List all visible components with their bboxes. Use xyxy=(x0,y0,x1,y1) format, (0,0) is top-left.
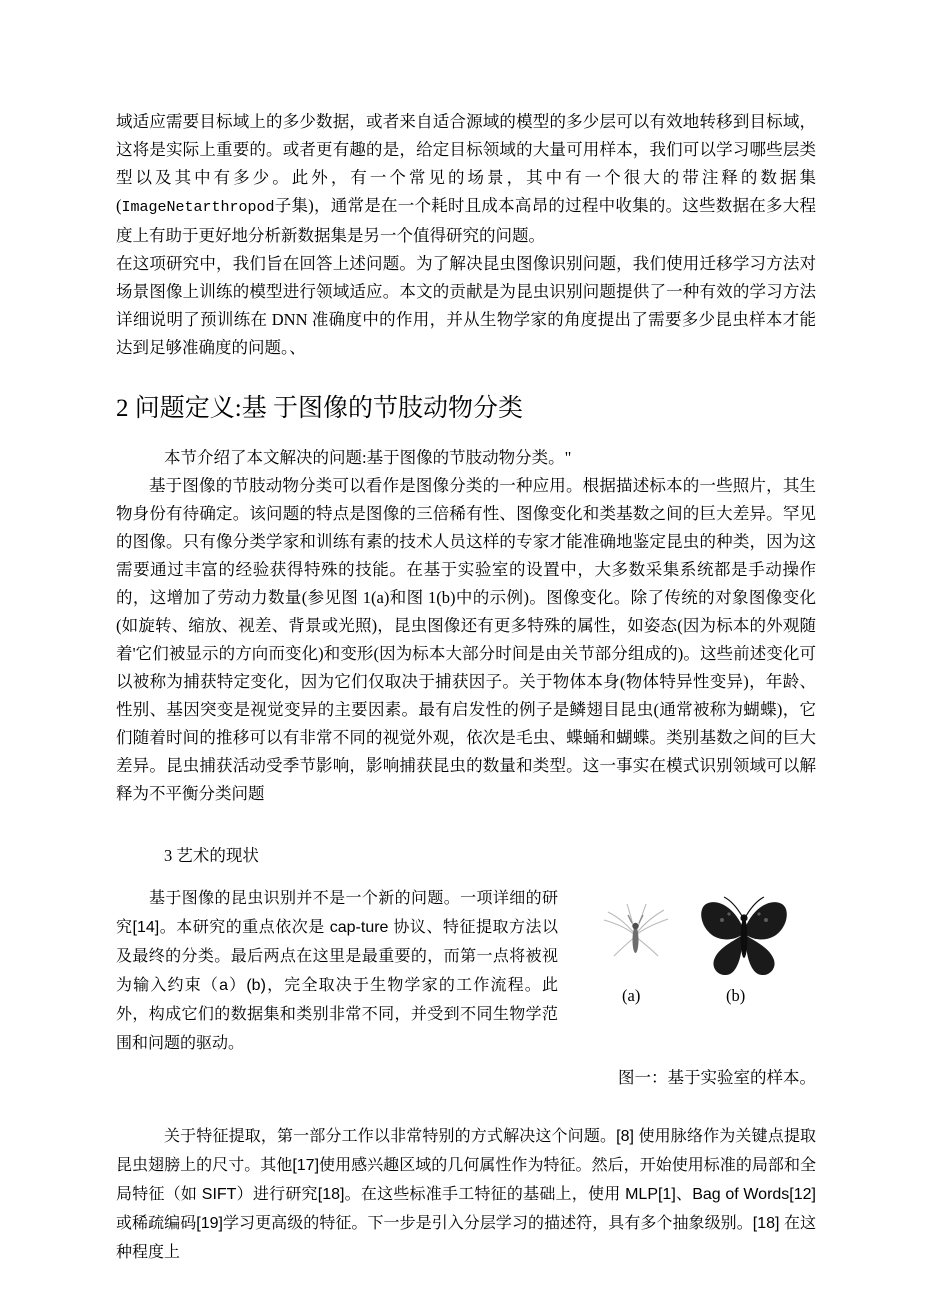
figure-label-b: (b) xyxy=(726,986,746,1005)
figure-1-images xyxy=(576,890,816,986)
dataset-name: ImageNetarthropod xyxy=(121,199,275,216)
paragraph-1-text-part1: 域适应需要目标域上的多少数据，或者来自适合源域的模型的多少层可以有效地转移到目标域，这将是实际上重要的。或者更有趣的是，给定目标领域的大量可用样本，我们可以学习哪些层类型以及其中有多少。此外，有一个常见的场景，其中有一个很大的带注释的数据集( xyxy=(116,112,816,215)
document-content xyxy=(116,108,816,1267)
section-heading-2: 2 问题定义:基 于图像的节肢动物分类 xyxy=(116,395,523,422)
butterfly-specimen-b-image xyxy=(696,890,792,982)
paragraph-5: 基于图像的昆虫识别并不是一个新的问题。一项详细的研究[14]。本研究的重点依次是 cap-ture 协议、特征提取方法以及最终的分类。最后两点在这里是最重要的，而第一点将被视为输入约束（a）(b)，完全取决于生物学家的工作流程。此外，构成它们的数据集和类别非常不同，并受到不同生物学范围和问题的驱动。 xyxy=(116,890,558,1052)
paragraph-4: 基于图像的节肢动物分类可以看作是图像分类的一种应用。根据描述标本的一些照片，其生物身份有待确定。该问题的特点是图像的三倍稀有性、图像变化和类基数之间的巨大差异。罕见的图像。只有像分类学家和训练有素的技术人员这样的专家才能准确地鉴定昆虫的种类，因为这需要通过丰富的经验获得特殊的技能。在基于实验室的设置中，大多数采集系统都是手动操作的，这增加了劳动力数量(参见图 1(a)和图 1(b)中的示例)。图像变化。除了传统的对象图像变化(如旋转、缩放、视差、背景或光照)，昆虫图像还有更多特殊的属性，如姿态(因为标本的外观随着'它们被显示的方向而变化)和变形(因为标本大部分时间是由关节部分组成的)。这些前述变化可以被称为捕获特定变化，因为它们仅取决于捕获因子。关于物体本身(物体特异性变异)，年龄、性别、基因突变是视觉变异的主要因素。最有启发性的例子是鳞翅目昆虫(通常被称为蝴蝶)，它们随着时间的推移可以有非常不同的视觉外观，依次是毛虫、蝶蛹和蝴蝶。类别基数之间的巨大差异。昆虫捕获活动受季节影响，影响捕获昆虫的数量和类型。这一事实在模式识别领域可以解释为不平衡分类问题 xyxy=(116,476,816,803)
spacer xyxy=(116,1096,816,1122)
paragraph-1-text-part2: 子集)，通常是在一个耗时且成本高昂的过程中收集的。这些数据在多大程度上有助于更好地分析新数据集是另一个值得研究的问题。 xyxy=(116,196,816,245)
figure-1 xyxy=(576,890,816,1092)
spacer xyxy=(116,870,816,884)
figure-1-caption: 图一：基于实验室的样本。 xyxy=(618,1068,816,1087)
paragraph-2: 在这项研究中，我们旨在回答上述问题。为了解决昆虫图像识别问题，我们使用迁移学习方法对场景图像上训练的模型进行领域适应。本文的贡献是为昆虫识别问题提供了一种有效的学习方法详细说明了预训练在 DNN 准确度中的作用，并从生物学家的角度提出了需要多少昆虫样本才能达到足够准确度的问题。、 xyxy=(116,254,816,357)
figure-1-labels xyxy=(576,986,816,1012)
figure-text-wrap xyxy=(116,884,816,1096)
figure-label-a: (a) xyxy=(622,986,641,1005)
insect-specimen-a-image xyxy=(594,896,678,972)
spacer xyxy=(116,808,816,842)
paragraph-3: 本节介绍了本文解决的问题:基于图像的节肢动物分类。" xyxy=(164,448,572,467)
paragraph-6: 关于特征提取，第一部分工作以非常特别的方式解决这个问题。[8] 使用脉络作为关键点提取昆虫翅膀上的尺寸。其他[17]使用感兴趣区域的几何属性作为特征。然后，开始使用标准的局部和全局特征（如 SIFT）进行研究[18]。在这些标准手工特征的基础上，使用 MLP[1]、Bag of Words[12]或稀疏编码[19]学习更高级的特征。下一步是引入分层学习的描述符，具有多个抽象级别。[18] 在这种程度上 xyxy=(116,1128,816,1261)
section-heading-3: 3 艺术的现状 xyxy=(164,846,259,865)
paragraph-1 xyxy=(116,108,816,250)
